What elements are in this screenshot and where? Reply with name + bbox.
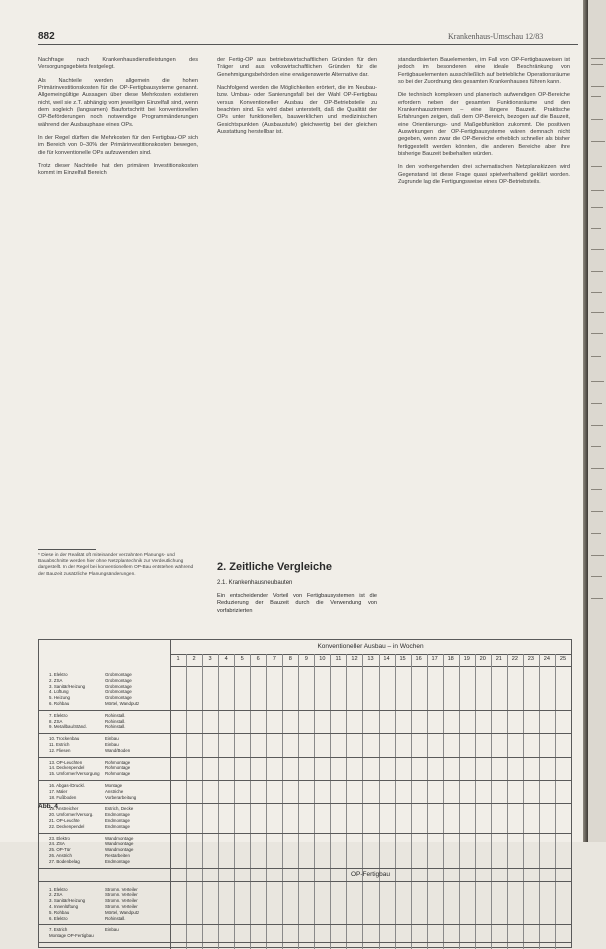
paragraph: Nachfolgend werden die Möglichkeiten erörtert, die im Neubau- bzw. Umbau- oder Sanierungsfall bei der Wahl OP-Fertigbau versus Konventioneller Ausbau der OP-Betriebsteile zu beachten sind. Es wird dabei unterstellt, daß die Qualität der OPs unter funktionellen, bauwerklichen und medizinischen Gesichtspunkten (Ausbaustufe) gleichwertig bei der gleichen Ausstattung herstellbar ist. [217,85,377,136]
week-gridline [443,654,444,949]
task-name: 13. OP-Leuchten [49,759,83,765]
op-title-divider [39,881,571,882]
week-label: 9 [304,656,308,662]
task-activity: Mörtel, Wandputz [105,701,140,706]
task-name: 26. Anstrich [49,853,72,858]
week-label: 1 [176,656,180,662]
section-subheading: 2.1. Krankenhausneubauten [217,580,293,586]
conventional-task-row [49,795,169,801]
week-gridline [411,654,412,949]
task-activity: Grobmontage [105,672,132,677]
week-gridline [523,654,524,949]
task-name: 1. Elektro [49,886,68,892]
week-label: 14 [383,656,390,662]
task-name: 12. Fliesen [49,747,71,753]
conventional-task-row [49,771,169,777]
facing-page-text-line [591,312,604,313]
task-activity: Anstriche [105,788,124,794]
task-activity: Wandmontage [105,847,134,853]
task-activity: Rohinstall. [105,724,126,730]
week-label: 5 [240,656,244,662]
facing-page-text-line [591,190,604,191]
facing-page-text-line [591,96,601,97]
conventional-group-divider [39,803,571,804]
paragraph: Trotz dieser Nachteile hat den primären Investitionskosten kommt im Einzelfall Bereich [38,163,198,177]
task-activity: Rohmontage [105,759,131,765]
week-label: 24 [543,656,551,662]
week-gridline [475,654,476,949]
week-gridline [298,654,299,949]
section-text: Ein entscheidender Vorteil von Fertigbausystemen ist die Reduzierung der Bauzeit durch die Verwendung von vorfabrizierten [217,593,377,614]
conventional-group-divider [39,757,571,758]
page-number: 882 [38,31,55,42]
facing-page-text-line [591,86,604,87]
conventional-task-row [49,818,169,824]
conventional-task-row [49,859,169,865]
task-name: 21. OP-Leuchte [49,818,80,823]
task-name: 24. ZSA [49,841,65,847]
week-label: 13 [367,656,374,662]
week-label: 8 [288,656,292,662]
facing-page-text-line [591,533,601,534]
task-activity: Stromn. Verteiler [105,892,138,898]
running-head: Krankenhaus-Umschau 12/83 [448,32,544,41]
conventional-group-divider [39,733,571,734]
facing-page-text-line [591,468,604,469]
task-activity: Rohmontage [105,765,131,771]
text-column-3 [398,57,570,193]
task-activity: Grobmontage [105,677,132,683]
footnote: * Diese in der Realität oft miteinander verzahnten Planungs- und Bauabschnitte werden hier ohne Netzplantechnik zur Verdeutlichung dargestellt. In der Regel bei konventionellem OP-Bau entstehen während der Bauzeit zusätzliche Planungsänderungen. [38,553,194,577]
week-label: 15 [399,656,406,662]
conventional-task-row [49,713,169,719]
facing-page-text-line [591,141,605,142]
task-activity: Vorberarbeitung [105,794,137,800]
text-column-2 [217,57,377,142]
week-label: 23 [527,656,534,662]
facing-page-text-line [591,207,603,208]
facing-page-text-line [591,403,602,404]
task-activity: Wandmontage [105,835,134,841]
week-gridline [314,654,315,949]
facing-page-text-line [591,446,601,447]
conventional-task-row [49,695,169,701]
section-heading: 2. Zeitliche Vergleiche [217,561,332,573]
task-activity: Grobmontage [105,689,132,695]
task-activity: Stromn. Verteiler [105,886,138,892]
conventional-task-row [49,742,169,748]
facing-page-text-line [591,598,603,599]
task-name: 6. Elektro [49,915,68,921]
week-gridline [186,654,187,949]
week-label: 22 [511,656,518,662]
conventional-task-row [49,684,169,690]
facing-page-text-line [591,228,601,229]
facing-page-text-line [591,425,603,426]
op-fertigbau-task-row [49,927,169,933]
paragraph: der Fertig-OP aus betriebswirtschaftlichen Gründen für den Träger und aus volkswirtschaftlichen Gründen für die Genehmigungsbehörden eine erwägenswerte Alternative dar. [217,57,377,78]
task-name: 5. Rohbau [49,909,70,915]
facing-page-text-line [591,381,604,382]
week-gridline [379,654,380,949]
conventional-task-row [49,689,169,695]
task-activity: Stromn. Verteiler [105,898,138,904]
figure-caption: Abb. 4 [38,803,58,810]
task-activity: Einbau [105,742,119,747]
task-activity: Einbau [105,927,119,933]
op-fertigbau-group-divider [39,942,571,943]
week-gridline [266,654,267,949]
conventional-task-row [49,824,169,830]
week-label: 16 [415,656,422,662]
task-activity: Rohmontage [105,771,131,777]
week-gridline [234,654,235,949]
task-name: 4. Innenlüftung [49,904,79,909]
week-label: 4 [224,656,228,662]
week-gridline [218,654,219,949]
task-name: 15. Umformer/Versorgung [49,771,100,777]
task-name: 8. ZSA [49,718,63,724]
conventional-task-row [49,789,169,795]
task-name: 6. Rohbau [49,701,70,706]
week-header-row [170,654,571,667]
week-label: 12 [351,656,358,662]
task-name: 20. Umformer/Versorg. [49,812,94,818]
week-label: 3 [208,656,212,662]
op-fertigbau-task-row [49,887,169,893]
task-activity: Rohinstall. [105,718,126,724]
task-activity: Grobmontage [105,683,132,689]
week-label: 20 [479,656,486,662]
task-activity: Wandmontage [105,841,134,847]
facing-page-text-line [591,356,601,357]
task-activity: Rohinstall. [105,915,126,921]
task-name: 27. Bodenbelag [49,858,80,864]
task-name: 2. ZSA [49,892,63,898]
conventional-group-divider [39,868,571,869]
week-gridline [491,654,492,949]
paragraph: standardisierten Bauelementen, im Fall von OP-Fertigbauweisen ist jedoch im besonderen eine ideale Beschränkung von Fertigbauelementen ausschließlich auf betriebliche Operationsräume so bei der Zuordnung des gesamten Krankenhauses führen kann. [398,57,570,86]
week-label: 7 [272,656,276,662]
task-activity: Montage [105,783,123,788]
task-name: 10. Trockenbau [49,736,80,742]
conventional-task-row [49,760,169,766]
facing-page-text-line [591,489,602,490]
conventional-task-row [49,765,169,771]
week-label: 19 [463,656,470,662]
week-gridline [250,654,251,949]
week-gridline [362,654,363,949]
paragraph: In der Regel dürften die Mehrkosten für den Fertigbau-OP sich im Bereich von 0–30% der Primärinvestitionskosten bewegen, die für konventionelle OPs aufzuwenden sind. [38,135,198,156]
task-name: 1. Elektro [49,672,68,677]
facing-page-text-line [591,333,603,334]
task-name: 16. Abgas-/Druckl. [49,783,85,788]
task-name: 25. OP-Tür [49,847,71,853]
task-name: 2. ZSA [49,677,63,683]
conventional-task-row [49,853,169,859]
week-label: 21 [495,656,502,662]
week-gridline [539,654,540,949]
task-name: 3. Sanitär/Heizung [49,898,86,904]
task-activity: Restarbeiten [105,853,130,858]
facing-page-text-line [591,511,603,512]
op-fertigbau-task-row [49,904,169,910]
task-name: 11. Estrich [49,742,70,747]
facing-page-text-line [591,58,605,59]
task-activity: Estrich, Decke [105,806,134,812]
schedule-title: Konventioneller Ausbau – in Wochen [317,643,424,650]
facing-page-text-line [591,119,603,120]
task-activity: Stromn. Verteiler [105,904,138,909]
week-label: 11 [335,656,342,662]
task-name: 7. Estrich [49,927,68,933]
facing-page-text-line [591,292,602,293]
facing-page-text-line [591,64,603,65]
week-gridline [427,654,428,949]
task-name: 17. Maler [49,788,68,794]
conventional-task-row [49,841,169,847]
paragraph: Als Nachteile werden allgemein die hohen Primärinvestitionskosten für die OP-Fertigbausysteme genannt. Allgemeingültige Aussagen über diese Mehrkosten existieren nicht, weil sie z.T. abhängig vom jeweiligen Einzelfall sind, wenn dem sogleich (langsamen) Baufortschritt bei konventionellen OP-Beförderungen noch notwendige Programmänderungen während der Ausbauphase eines OPs. [38,77,198,128]
week-gridline [282,654,283,949]
paragraph: Nachfrage nach Krankenhausdienstleistungen des Versorgungsgebiets festgelegt. [38,57,198,71]
conventional-task-row [49,748,169,754]
week-label: 18 [447,656,454,662]
week-label: 6 [256,656,260,662]
task-name: 4. Lüftung [49,689,69,695]
conventional-task-row [49,719,169,725]
task-activity: Endmontage [105,823,130,829]
task-name: 3. Sanitär/Heizung [49,683,86,689]
header-rule [38,44,578,45]
facing-page-edge [588,0,606,842]
schedule-title-row [170,640,571,655]
week-label: 2 [192,656,196,662]
schedule-table [38,639,572,948]
op-fertigbau-task-row [49,916,169,922]
conventional-group-divider [39,833,571,834]
week-gridline [555,654,556,949]
op-fertigbau-task-row [49,933,169,939]
conventional-task-row [49,836,169,842]
conventional-task-row [49,806,169,812]
task-activity: Endmontage [105,818,130,823]
week-gridline [459,654,460,949]
facing-page-text-line [591,166,602,167]
task-name: 23. Elektro [49,835,70,841]
conventional-group-divider [39,780,571,781]
conventional-task-row [49,783,169,789]
conventional-task-row [49,672,169,678]
week-gridline [507,654,508,949]
conventional-task-row [49,678,169,684]
task-activity: Einbau [105,736,119,742]
task-name: 18. Fußboden [49,794,77,800]
week-gridline [202,654,203,949]
conventional-task-row [49,701,169,707]
week-label: 10 [319,656,326,662]
paragraph: In den vorhergehenden drei schematischen Netzplanskizzen wird Gegenstand ist diese Frage quasi spielverhaltend geklärt worden. Zugrunde lag die Fertigungsweise eines OP-Betriebsteils. [398,164,570,186]
task-name: 19. Anstreicher [49,806,79,812]
conventional-task-row [49,847,169,853]
task-name: Montage OP-Fertigbau [49,933,94,939]
week-gridline [330,654,331,949]
task-name: 9. Metallbau/Ständ. [49,724,87,730]
conventional-task-row [49,724,169,730]
paragraph: Die technisch komplexen und planerisch aufwendigen OP-Bereiche erfordern neben der gesamten Funktionsräume und den Krankenhauszimmern – eine längere Bauzeit. Praktische Erfahrungen zeigen, daß dem OP-Bereich, bezogen auf die Bauzeit, eine Orientierungs- und Maßgebfunktion zukommt. Die positiven Auswirkungen der OP-Fertigbausysteme wären demnach nicht gegeben, wenn zwar die OP-Bereiche erheblich schneller als bisher fertiggestellt werden könnten, die anderen Bereiche aber ihre bisherige Bauzeit beibehalten würden. [398,92,570,158]
task-activity: Grobmontage [105,695,132,701]
facing-page-text-line [591,249,604,250]
task-name: 22. Deckenpendel [49,823,85,829]
task-activity: Wand/Boden [105,747,131,753]
task-activity: Rohinstall. [105,712,126,718]
op-fertigbau-task-row [49,898,169,904]
task-activity: Mörtel, Wandputz [105,909,140,915]
conventional-group-divider [39,710,571,711]
task-name: 5. Heizung [49,695,70,701]
op-fertigbau-task-row [49,910,169,916]
conventional-task-row [49,736,169,742]
text-column-1 [38,57,198,184]
week-label: 25 [559,656,567,662]
conventional-task-row [49,812,169,818]
facing-page-text-line [591,555,604,556]
week-gridline [346,654,347,949]
footnote-rule [38,549,96,550]
task-activity: Endmontage [105,812,130,818]
week-gridline [395,654,396,949]
task-name: 14. Deckenpendel [49,765,85,771]
op-fertigbau-title: OP-Fertigbau [350,870,391,878]
task-name: 7. Elektro [49,712,68,718]
op-fertigbau-group-divider [39,924,571,925]
task-activity: Endmontage [105,858,130,864]
facing-page-text-line [591,576,602,577]
op-fertigbau-task-row [49,892,169,898]
week-label: 17 [431,656,438,662]
facing-page-text-line [591,271,603,272]
